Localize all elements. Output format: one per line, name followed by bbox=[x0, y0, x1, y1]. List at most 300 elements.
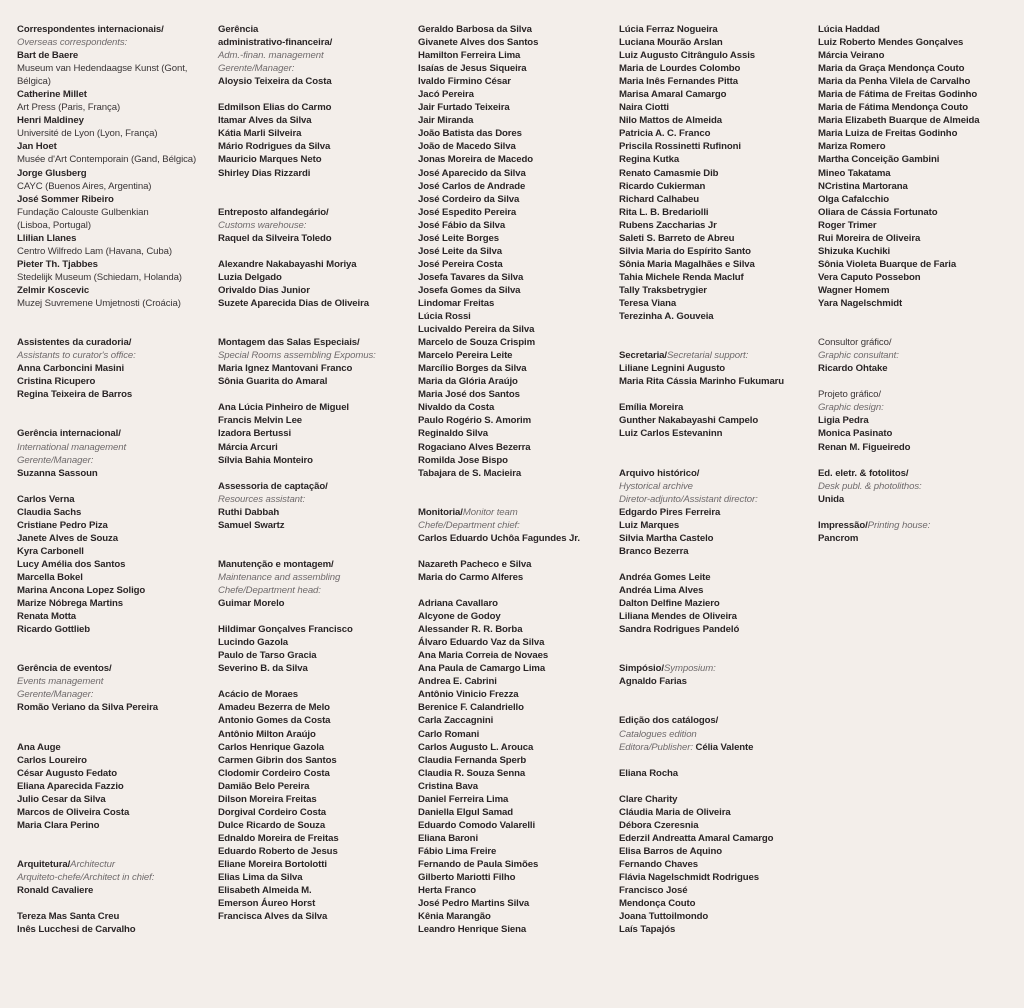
person-name: Eduardo Comodo Valarelli bbox=[418, 819, 536, 831]
spacer bbox=[218, 193, 413, 206]
person-name: Mariza Romero bbox=[818, 141, 886, 153]
person-name: Sílvia Bahia Monteiro bbox=[218, 454, 313, 466]
person-name: Eduardo Roberto de Jesus bbox=[218, 845, 338, 857]
person-name: Ederzil Andreatta Amaral Camargo bbox=[619, 832, 774, 844]
person-name: Lúcia Rossi bbox=[418, 311, 471, 323]
person-name: Tally Traksbetrygier bbox=[619, 284, 707, 296]
person-name: Silvia Martha Castelo bbox=[619, 532, 714, 544]
english-subtitle: Catalogues edition bbox=[619, 728, 697, 740]
person-name: Ricardo Gottlieb bbox=[17, 624, 91, 636]
english-subtitle: Arquiteto-chefe/Architect in chief: bbox=[17, 872, 155, 884]
person-name: Marisa Amaral Camargo bbox=[619, 89, 727, 101]
person-name: Marcelo de Souza Crispim bbox=[418, 337, 536, 349]
person-name: Maria Elizabeth Buarque de Almeida bbox=[818, 115, 980, 127]
person-name: Priscila Rossinetti Rufinoni bbox=[619, 141, 741, 153]
person-name: Dalton Delfine Maziero bbox=[619, 598, 720, 610]
person-name: Edgardo Pires Ferreira bbox=[619, 506, 721, 518]
english-subtitle: Special Rooms assembling Expomus: bbox=[218, 350, 376, 362]
spacer bbox=[418, 584, 613, 597]
person-name: Marina Ancona Lopez Soligo bbox=[17, 585, 146, 597]
person-name: Rogaciano Alves Bezerra bbox=[418, 441, 531, 453]
person-name: José Leite Borges bbox=[418, 232, 499, 244]
person-name: José Fábio da Silva bbox=[418, 219, 506, 231]
person-name: José Sommer Ribeiro bbox=[17, 193, 114, 205]
person-name: Herta Franco bbox=[418, 885, 476, 897]
spacer bbox=[17, 636, 207, 649]
person-name: Shirley Dias Rizzardi bbox=[218, 167, 311, 179]
person-name: Daniella Elgul Samad bbox=[418, 806, 514, 818]
spacer bbox=[17, 649, 207, 662]
person-name: Berenice F. Calandriello bbox=[418, 702, 524, 714]
person-name: Flávia Nagelschmidt Rodrigues bbox=[619, 872, 759, 884]
person-name: Unida bbox=[818, 493, 845, 505]
person-name: Suzanna Sassoun bbox=[17, 467, 98, 479]
person-name: Sônia Guarita do Amaral bbox=[218, 376, 328, 388]
institution-line: (Lisboa, Portugal) bbox=[17, 219, 91, 231]
institution-line: CAYC (Buenos Aires, Argentina) bbox=[17, 180, 152, 192]
person-name: Branco Bezerra bbox=[619, 545, 689, 557]
person-name: Andréa Gomes Leite bbox=[619, 571, 711, 583]
person-name: Sandra Rodrigues Pandeló bbox=[619, 624, 740, 636]
spacer bbox=[17, 714, 207, 727]
section-heading bbox=[418, 506, 613, 519]
person-name: Orivaldo Dias Junior bbox=[218, 284, 310, 296]
english-subtitle: Hystorical archive bbox=[619, 480, 693, 492]
heading-en: Architectur bbox=[70, 859, 115, 870]
person-name: Andrea E. Cabrini bbox=[418, 676, 497, 688]
english-subtitle: Chefe/Department chief: bbox=[418, 519, 520, 531]
person-name: Jonas Moreira de Macedo bbox=[418, 154, 533, 166]
person-name: Acácio de Moraes bbox=[218, 689, 298, 701]
person-name: Álvaro Eduardo Vaz da Silva bbox=[418, 637, 545, 649]
heading-pt: Arquitetura/ bbox=[17, 859, 71, 870]
person-name: Pieter Th. Tjabbes bbox=[17, 258, 98, 270]
person-name: Luiz Carlos Estevaninn bbox=[619, 428, 723, 440]
person-name: Luzia Delgado bbox=[218, 271, 282, 283]
person-name: João de Macedo Silva bbox=[418, 141, 516, 153]
spacer bbox=[619, 323, 814, 336]
person-name: Francisca Alves da Silva bbox=[218, 911, 328, 923]
spacer bbox=[218, 88, 413, 101]
person-name: Carla Zaccagnini bbox=[418, 715, 494, 727]
person-name: Aloysio Teixeira da Costa bbox=[218, 76, 332, 88]
person-name: Terezinha A. Gouveia bbox=[619, 311, 714, 323]
person-name: Liliane Legnini Augusto bbox=[619, 363, 726, 375]
institution-line: Bélgica) bbox=[17, 76, 51, 88]
credits-column-5 bbox=[818, 23, 1018, 545]
person-name: Ana Paula de Camargo Lima bbox=[418, 663, 546, 675]
section-heading: administrativo-financeira/ bbox=[218, 37, 333, 49]
spacer bbox=[418, 493, 613, 506]
person-name: Paulo Rogério S. Amorim bbox=[418, 415, 532, 427]
person-name: Maria Inês Fernandes Pitta bbox=[619, 76, 738, 88]
english-subtitle: Desk publ. & photolithos: bbox=[818, 480, 922, 492]
person-name: Cristina Ricupero bbox=[17, 376, 96, 388]
person-name: José Cordeiro da Silva bbox=[418, 193, 520, 205]
person-name: Teresa Viana bbox=[619, 297, 677, 309]
person-name: Ruthi Dabbah bbox=[218, 506, 280, 518]
person-name: José Pedro Martins Silva bbox=[418, 898, 530, 910]
spacer bbox=[218, 245, 413, 258]
person-name: Roger Trimer bbox=[818, 219, 877, 231]
section-heading: Arquivo histórico/ bbox=[619, 467, 700, 479]
person-name: Fernando Chaves bbox=[619, 859, 699, 870]
person-name: Oliara de Cássia Fortunato bbox=[818, 206, 938, 218]
person-name: Damião Belo Pereira bbox=[218, 780, 310, 792]
spacer bbox=[218, 323, 413, 336]
heading-pt: Impressão/ bbox=[818, 519, 868, 531]
person-name: Nivaldo da Costa bbox=[418, 402, 495, 414]
person-name: Luiz Marques bbox=[619, 519, 680, 531]
person-name: Renata Motta bbox=[17, 611, 77, 623]
person-name: Fábio Lima Freire bbox=[418, 845, 497, 857]
person-name: Claudia Sachs bbox=[17, 506, 82, 518]
person-name: Renan M. Figueiredo bbox=[818, 441, 911, 453]
person-name: Maria da Graça Mendonça Couto bbox=[818, 63, 965, 75]
spacer bbox=[619, 754, 814, 767]
english-subtitle: Overseas correspondents: bbox=[17, 37, 128, 49]
person-name: Clare Charity bbox=[619, 793, 678, 805]
spacer bbox=[619, 441, 814, 454]
spacer bbox=[17, 401, 207, 414]
person-name: Rui Moreira de Oliveira bbox=[818, 232, 921, 244]
person-name: Wagner Homem bbox=[818, 284, 890, 296]
heading-pt: Monitoria/ bbox=[418, 506, 463, 518]
person-name: Ligia Pedra bbox=[818, 415, 869, 427]
person-name: Carlos Henrique Gazola bbox=[218, 741, 325, 753]
english-subtitle: Customs warehouse: bbox=[218, 219, 307, 231]
person-name: Janete Alves de Souza bbox=[17, 532, 118, 544]
person-name: Izadora Bertussi bbox=[218, 428, 292, 440]
credits-column-4 bbox=[619, 23, 814, 936]
person-name: Maria Luiza de Freitas Godinho bbox=[818, 128, 958, 140]
person-name: Geraldo Barbosa da Silva bbox=[418, 24, 532, 35]
person-name: Maria Rita Cássia Marinho Fukumaru bbox=[619, 376, 785, 388]
heading-en: Monitor team bbox=[462, 506, 518, 518]
person-name: Eliana Aparecida Fazzio bbox=[17, 780, 124, 792]
person-name: Josefa Tavares da Silva bbox=[418, 271, 524, 283]
english-subtitle: Adm.-finan. management bbox=[218, 50, 324, 62]
spacer bbox=[17, 897, 207, 910]
person-name: Eliana Baroni bbox=[418, 832, 479, 844]
person-name: Zelmir Koscevic bbox=[17, 284, 90, 296]
person-name: Débora Czeresnia bbox=[619, 819, 699, 831]
person-name: Raquel da Silveira Toledo bbox=[218, 232, 332, 244]
section-heading bbox=[619, 662, 814, 675]
person-name: Josefa Gomes da Silva bbox=[418, 284, 521, 296]
person-name: Luciana Mourão Arslan bbox=[619, 37, 723, 49]
person-name: Célia Valente bbox=[695, 741, 754, 753]
person-name: Maria Clara Perino bbox=[17, 819, 100, 831]
person-name: Martha Conceição Gambini bbox=[818, 154, 940, 166]
credits-column-3 bbox=[418, 23, 613, 936]
person-name: Paulo de Tarso Gracia bbox=[218, 650, 317, 662]
person-name: Silvia Maria do Espírito Santo bbox=[619, 245, 751, 257]
person-name: Shizuka Kuchiki bbox=[818, 245, 891, 257]
person-name: Isaías de Jesus Siqueira bbox=[418, 63, 527, 75]
section-heading: Edição dos catálogos/ bbox=[619, 715, 719, 727]
person-name: Olga Cafalcchio bbox=[818, 193, 890, 205]
person-name: Jair Furtado Teixeira bbox=[418, 102, 510, 114]
person-name: Maria de Fátima Mendonça Couto bbox=[818, 102, 968, 114]
section-heading: Assistentes da curadoria/ bbox=[17, 337, 132, 349]
section-heading: Manutenção e montagem/ bbox=[218, 558, 334, 570]
person-name: Carlos Augusto L. Arouca bbox=[418, 741, 534, 753]
person-name: Antonio Gomes da Costa bbox=[218, 715, 331, 727]
heading-pt: Secretaria/ bbox=[619, 350, 667, 362]
person-name: João Batista das Dores bbox=[418, 128, 522, 140]
english-subtitle: Gerente/Manager: bbox=[17, 689, 94, 701]
role-label: Editora/Publisher: bbox=[619, 741, 696, 753]
institution-line: Fundação Calouste Gulbenkian bbox=[17, 206, 149, 218]
person-name: Alessander R. R. Borba bbox=[418, 624, 523, 636]
institution-line: Muzej Suvremene Umjetnosti (Croácia) bbox=[17, 297, 181, 309]
person-name: Catherine Millet bbox=[17, 89, 87, 101]
heading-en: Symposium: bbox=[663, 663, 716, 675]
spacer bbox=[818, 310, 1018, 323]
person-name: Lucivaldo Pereira da Silva bbox=[418, 324, 535, 336]
person-name: Regina Teixeira de Barros bbox=[17, 389, 133, 401]
person-name: Jorge Glusberg bbox=[17, 167, 87, 179]
spacer bbox=[218, 180, 413, 193]
institution-line: Consultor gráfico/ bbox=[818, 337, 892, 349]
person-name: Ana Lúcia Pinheiro de Miguel bbox=[218, 402, 349, 414]
person-name: Maria Ignez Mantovani Franco bbox=[218, 363, 353, 375]
person-name: Julio Cesar da Silva bbox=[17, 793, 106, 805]
person-name: Emília Moreira bbox=[619, 402, 684, 414]
spacer bbox=[619, 701, 814, 714]
section-heading: Entreposto alfandegário/ bbox=[218, 206, 329, 218]
person-name: Rita L. B. Bredariolli bbox=[619, 206, 709, 218]
person-name: Tereza Mas Santa Creu bbox=[17, 911, 120, 923]
person-name: Nazareth Pacheco e Silva bbox=[418, 558, 532, 570]
person-name: Lucy Amélia dos Santos bbox=[17, 558, 126, 570]
person-name: Monica Pasinato bbox=[818, 428, 893, 440]
person-name: Marize Nóbrega Martins bbox=[17, 598, 124, 610]
person-name: Kyra Carbonell bbox=[17, 545, 84, 557]
person-name: Maria de Fátima de Freitas Godinho bbox=[818, 89, 978, 101]
heading-en: Secretarial support: bbox=[666, 350, 749, 362]
section-heading: Correspondentes internacionais/ bbox=[17, 24, 164, 35]
person-name: Maria José dos Santos bbox=[418, 389, 520, 401]
spacer bbox=[818, 506, 1018, 519]
person-name: Bart de Baere bbox=[17, 50, 79, 62]
person-name: Francis Melvin Lee bbox=[218, 415, 303, 427]
person-name: Mário Rodrigues da Silva bbox=[218, 141, 331, 153]
person-name: Mauricio Marques Neto bbox=[218, 154, 322, 166]
institution-line: Centro Wilfredo Lam (Havana, Cuba) bbox=[17, 245, 172, 257]
person-name: Claudia Fernanda Sperb bbox=[418, 754, 527, 766]
person-name: Reginaldo Silva bbox=[418, 428, 488, 440]
english-subtitle: Maintenance and assembling bbox=[218, 571, 341, 583]
person-name: Francisco José bbox=[619, 885, 688, 897]
section-heading: Gerência internacional/ bbox=[17, 428, 121, 440]
person-name: Cristiane Pedro Piza bbox=[17, 519, 108, 531]
section-heading: Gerência bbox=[218, 24, 259, 35]
person-name: Hildimar Gonçalves Francisco bbox=[218, 624, 353, 636]
person-name: Laís Tapajós bbox=[619, 924, 676, 936]
person-name: Eliana Rocha bbox=[619, 767, 679, 779]
person-name: Elisa Barros de Aquino bbox=[619, 845, 722, 857]
person-name: Márcia Arcuri bbox=[218, 441, 278, 453]
spacer bbox=[418, 480, 613, 493]
person-name: Marcos de Oliveira Costa bbox=[17, 806, 130, 818]
spacer bbox=[17, 845, 207, 858]
person-name: Ivaldo Firmino César bbox=[418, 76, 511, 88]
spacer bbox=[218, 610, 413, 623]
person-name: Carmen Gibrin dos Santos bbox=[218, 754, 337, 766]
person-name: Dilson Moreira Freitas bbox=[218, 793, 317, 805]
person-name: Inês Lucchesi de Carvalho bbox=[17, 924, 136, 936]
person-name: Maria da Penha Vilela de Carvalho bbox=[818, 76, 971, 88]
spacer bbox=[17, 728, 207, 741]
english-subtitle: Chefe/Department head: bbox=[218, 585, 321, 597]
person-name: Marcelo Pereira Leite bbox=[418, 350, 513, 362]
credits-column-2 bbox=[218, 23, 413, 923]
person-name: Naira Ciotti bbox=[619, 102, 669, 114]
person-name: Dulce Ricardo de Souza bbox=[218, 819, 326, 831]
spacer bbox=[17, 832, 207, 845]
person-name: Tahia Michele Renda Macluf bbox=[619, 271, 744, 283]
institution-line: Museum van Hedendaagse Kunst (Gont, bbox=[17, 63, 188, 75]
person-name: Richard Calhabeu bbox=[619, 193, 699, 205]
person-name: Sônia Maria Magalhães e Silva bbox=[619, 258, 755, 270]
person-name: Claudia R. Souza Senna bbox=[418, 767, 526, 779]
spacer bbox=[218, 675, 413, 688]
person-name: Alcyone de Godoy bbox=[418, 611, 501, 623]
person-name: José Carlos de Andrade bbox=[418, 180, 526, 192]
person-name: Elias Lima da Silva bbox=[218, 872, 303, 884]
person-name: Antônio Vinicio Frezza bbox=[418, 689, 519, 701]
person-name: Liliana Mendes de Oliveira bbox=[619, 611, 737, 623]
person-name: Carlos Verna bbox=[17, 493, 75, 505]
person-name: Ricardo Ohtake bbox=[818, 363, 888, 375]
heading-pt: Simpósio/ bbox=[619, 663, 664, 675]
english-subtitle: Events management bbox=[17, 676, 104, 688]
person-name: Itamar Alves da Silva bbox=[218, 115, 312, 127]
person-name: César Augusto Fedato bbox=[17, 767, 117, 779]
person-name: Givanete Alves dos Santos bbox=[418, 37, 539, 49]
person-name: Carlos Loureiro bbox=[17, 754, 87, 766]
person-name: Ednaldo Moreira de Freitas bbox=[218, 832, 339, 844]
person-name: Andréa Lima Alves bbox=[619, 585, 704, 597]
person-name: Marcella Bokel bbox=[17, 571, 83, 583]
person-name: NCristina Martorana bbox=[818, 180, 908, 192]
spacer bbox=[818, 323, 1018, 336]
spacer bbox=[619, 454, 814, 467]
person-name: Hamilton Ferreira Lima bbox=[418, 50, 521, 62]
institution-line: Art Press (Paris, França) bbox=[17, 102, 121, 114]
spacer bbox=[218, 545, 413, 558]
english-subtitle: Gerente/Manager: bbox=[218, 63, 295, 75]
spacer bbox=[17, 414, 207, 427]
spacer bbox=[17, 323, 207, 336]
person-name: Mendonça Couto bbox=[619, 898, 696, 910]
section-heading bbox=[619, 349, 814, 362]
person-name: Saleti S. Barreto de Abreu bbox=[619, 232, 735, 244]
person-name: José Leite da Silva bbox=[418, 245, 502, 257]
person-name: Dorgival Cordeiro Costa bbox=[218, 806, 327, 818]
spacer bbox=[17, 310, 207, 323]
person-name: Maria do Carmo Alferes bbox=[418, 571, 524, 583]
english-subtitle: Graphic consultant: bbox=[818, 350, 899, 362]
section-heading: Assessoria de captação/ bbox=[218, 480, 328, 492]
person-name: Renato Camasmie Dib bbox=[619, 167, 719, 179]
person-name: Cristina Bava bbox=[418, 780, 479, 792]
person-name: Lúcia Ferraz Nogueira bbox=[619, 24, 718, 35]
person-name: Samuel Swartz bbox=[218, 519, 285, 531]
spacer bbox=[619, 636, 814, 649]
spacer bbox=[17, 480, 207, 493]
section-heading: Montagem das Salas Especiais/ bbox=[218, 337, 360, 349]
spacer bbox=[818, 454, 1018, 467]
person-name: Lucindo Gazola bbox=[218, 637, 289, 649]
institution-line: Projeto gráfico/ bbox=[818, 389, 881, 401]
section-heading: Gerência de eventos/ bbox=[17, 663, 112, 675]
person-name: Llilian Llanes bbox=[17, 232, 77, 244]
person-name: Maria da Glória Araújo bbox=[418, 376, 518, 388]
person-name: Jan Hoet bbox=[17, 141, 57, 153]
person-name: Ricardo Cukierman bbox=[619, 180, 706, 192]
person-name: Sônia Violeta Buarque de Faria bbox=[818, 258, 957, 270]
spacer bbox=[218, 388, 413, 401]
person-name: Jacó Pereira bbox=[418, 89, 474, 101]
person-name: Severino B. da Silva bbox=[218, 663, 308, 675]
person-name: Daniel Ferreira Lima bbox=[418, 793, 509, 805]
person-name: Antônio Milton Araújo bbox=[218, 728, 316, 740]
person-name: Henri Maldiney bbox=[17, 115, 84, 127]
english-subtitle: Gerente/Manager: bbox=[17, 454, 94, 466]
person-name: José Aparecido da Silva bbox=[418, 167, 526, 179]
heading-en: Printing house: bbox=[867, 519, 931, 531]
section-heading bbox=[818, 519, 1018, 532]
person-name: Pancrom bbox=[818, 532, 859, 544]
person-name: Amadeu Bezerra de Melo bbox=[218, 702, 330, 714]
person-name: Suzete Aparecida Dias de Oliveira bbox=[218, 297, 369, 309]
english-subtitle: Assistants to curator's office: bbox=[17, 350, 136, 362]
spacer bbox=[818, 375, 1018, 388]
person-name: Lúcia Haddad bbox=[818, 24, 880, 35]
person-name: Emerson Áureo Horst bbox=[218, 898, 316, 910]
person-name: José Espedito Pereira bbox=[418, 206, 517, 218]
spacer bbox=[218, 310, 413, 323]
person-name: Leandro Henrique Siena bbox=[418, 924, 527, 936]
spacer bbox=[418, 545, 613, 558]
institution-line: Stedelijk Museum (Schiedam, Holanda) bbox=[17, 271, 182, 283]
person-name: Anna Carboncini Masini bbox=[17, 363, 125, 375]
person-name: Agnaldo Farias bbox=[619, 676, 687, 688]
person-name: Edmilson Elias do Carmo bbox=[218, 102, 332, 114]
person-name: Mineo Takatama bbox=[818, 167, 891, 179]
person-name: Ana Auge bbox=[17, 741, 61, 753]
person-name: Márcia Veirano bbox=[818, 50, 885, 62]
english-subtitle: Resources assistant: bbox=[218, 493, 306, 505]
person-name: Romão Veriano da Silva Pereira bbox=[17, 702, 158, 714]
person-name: Luiz Roberto Mendes Gonçalves bbox=[818, 37, 964, 49]
english-subtitle: Graphic design: bbox=[818, 402, 884, 414]
person-name: Romilda Jose Bispo bbox=[418, 454, 508, 466]
person-name: Yara Nagelschmidt bbox=[818, 297, 903, 309]
person-name: Carlo Romani bbox=[418, 728, 480, 740]
person-name: Fernando de Paula Simões bbox=[418, 859, 539, 870]
person-name: Nilo Mattos de Almeida bbox=[619, 115, 722, 127]
person-name: Gilberto Mariotti Filho bbox=[418, 872, 516, 884]
spacer bbox=[619, 336, 814, 349]
credits-column-1 bbox=[17, 23, 207, 936]
person-name: Vera Caputo Possebon bbox=[818, 271, 921, 283]
person-name: Ana Maria Correia de Novaes bbox=[418, 650, 549, 662]
person-name: Kênia Marangão bbox=[418, 911, 491, 923]
